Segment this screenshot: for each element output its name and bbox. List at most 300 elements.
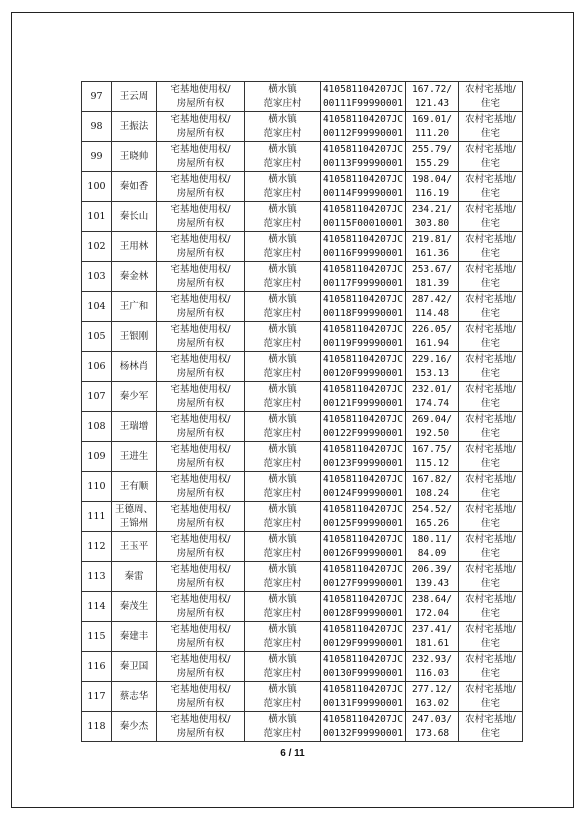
- cell-right-type-line: 房屋所有权: [176, 637, 225, 649]
- cell-usage-line: 住宅: [480, 697, 500, 709]
- cell-area: [406, 712, 459, 742]
- cell-location-line: 范家庄村: [263, 127, 302, 139]
- cell-right-type-line: 房屋所有权: [176, 97, 225, 109]
- cell-owner-name: [112, 442, 157, 472]
- cell-usage-line: 住宅: [480, 187, 500, 199]
- cell-area-line: 253.67/: [411, 263, 453, 275]
- cell-area-line: 161.94: [414, 337, 450, 349]
- cell-usage-line: 农村宅基地/: [465, 263, 516, 275]
- cell-unit-code-line: 410581104207JC: [322, 353, 404, 365]
- cell-owner-name: [112, 472, 157, 502]
- cell-area: [406, 622, 459, 652]
- cell-location-line: 范家庄村: [263, 217, 302, 229]
- cell-owner-name: [112, 322, 157, 352]
- cell-number: 118: [82, 712, 112, 742]
- cell-location: [245, 442, 321, 472]
- cell-right-type: [157, 322, 245, 352]
- cell-usage-line: 农村宅基地/: [465, 293, 516, 305]
- cell-area-line: 198.04/: [411, 173, 453, 185]
- cell-right-type-line: 宅基地使用权/: [170, 113, 231, 125]
- cell-location: [245, 712, 321, 742]
- cell-right-type: [157, 532, 245, 562]
- cell-right-type: [157, 412, 245, 442]
- cell-right-type: [157, 562, 245, 592]
- cell-area-line: 226.05/: [411, 323, 453, 335]
- cell-unit-code-line: 00115F00010001: [322, 217, 404, 229]
- cell-area-line: 121.43: [414, 97, 450, 109]
- cell-unit-code-line: 00119F99990001: [322, 337, 404, 349]
- cell-owner-name: [112, 502, 157, 532]
- cell-right-type: [157, 112, 245, 142]
- cell-right-type: [157, 292, 245, 322]
- cell-right-type-line: 宅基地使用权/: [170, 293, 231, 305]
- table-row: [82, 112, 523, 142]
- cell-right-type-line: 房屋所有权: [176, 487, 225, 499]
- cell-unit-code: [321, 532, 406, 562]
- cell-right-type-line: 房屋所有权: [176, 697, 225, 709]
- cell-usage-line: 农村宅基地/: [465, 233, 516, 245]
- cell-right-type-line: 宅基地使用权/: [170, 623, 231, 635]
- table-row: [82, 442, 523, 472]
- cell-right-type: [157, 622, 245, 652]
- cell-owner-name-line: 王云周: [119, 90, 149, 102]
- cell-unit-code-line: 410581104207JC: [322, 383, 404, 395]
- cell-area-line: 229.16/: [411, 353, 453, 365]
- cell-unit-code-line: 00116F99990001: [322, 247, 404, 259]
- table-row: [82, 262, 523, 292]
- cell-location-line: 横水镇: [268, 623, 297, 635]
- cell-owner-name-line: 蔡志华: [119, 690, 149, 702]
- cell-right-type-line: 房屋所有权: [176, 127, 225, 139]
- cell-area: [406, 172, 459, 202]
- cell-location: [245, 592, 321, 622]
- cell-usage-line: 住宅: [480, 517, 500, 529]
- table-row: [82, 532, 523, 562]
- cell-area: [406, 412, 459, 442]
- cell-area-line: 116.03: [414, 667, 450, 679]
- cell-usage-line: 农村宅基地/: [465, 413, 516, 425]
- table-row: [82, 202, 523, 232]
- cell-unit-code-line: 00132F99990001: [322, 727, 404, 739]
- cell-location-line: 横水镇: [268, 443, 297, 455]
- cell-area: [406, 592, 459, 622]
- cell-location-line: 范家庄村: [263, 247, 302, 259]
- cell-location-line: 横水镇: [268, 653, 297, 665]
- cell-location: [245, 352, 321, 382]
- cell-location-line: 范家庄村: [263, 607, 302, 619]
- cell-usage-line: 农村宅基地/: [465, 593, 516, 605]
- table-row: [82, 622, 523, 652]
- cell-right-type-line: 房屋所有权: [176, 667, 225, 679]
- cell-right-type-line: 房屋所有权: [176, 547, 225, 559]
- cell-area-line: 234.21/: [411, 203, 453, 215]
- cell-owner-name-line: 秦长山: [119, 210, 149, 222]
- cell-right-type: [157, 502, 245, 532]
- cell-owner-name: [112, 202, 157, 232]
- cell-location-line: 范家庄村: [263, 547, 302, 559]
- cell-right-type-line: 房屋所有权: [176, 577, 225, 589]
- cell-owner-name-line: 王振法: [119, 120, 149, 132]
- cell-right-type-line: 房屋所有权: [176, 157, 225, 169]
- cell-number: 106: [82, 352, 112, 382]
- cell-location-line: 横水镇: [268, 593, 297, 605]
- cell-area: [406, 442, 459, 472]
- cell-right-type-line: 宅基地使用权/: [170, 563, 231, 575]
- cell-right-type: [157, 592, 245, 622]
- cell-unit-code-line: 00126F99990001: [322, 547, 404, 559]
- cell-right-type-line: 宅基地使用权/: [170, 413, 231, 425]
- cell-usage-line: 农村宅基地/: [465, 683, 516, 695]
- cell-right-type-line: 宅基地使用权/: [170, 233, 231, 245]
- table-row: [82, 682, 523, 712]
- cell-location: [245, 112, 321, 142]
- cell-usage: [459, 202, 523, 232]
- cell-right-type-line: 宅基地使用权/: [170, 323, 231, 335]
- table-row: [82, 142, 523, 172]
- cell-number: 117: [82, 682, 112, 712]
- cell-location-line: 范家庄村: [263, 157, 302, 169]
- cell-owner-name: [112, 82, 157, 112]
- cell-usage: [459, 382, 523, 412]
- cell-area: [406, 352, 459, 382]
- cell-location-line: 横水镇: [268, 263, 297, 275]
- cell-location: [245, 322, 321, 352]
- cell-right-type-line: 宅基地使用权/: [170, 713, 231, 725]
- table-row: [82, 412, 523, 442]
- cell-unit-code: [321, 712, 406, 742]
- cell-usage: [459, 622, 523, 652]
- cell-right-type-line: 房屋所有权: [176, 307, 225, 319]
- cell-owner-name: [112, 712, 157, 742]
- cell-right-type: [157, 82, 245, 112]
- table-row: [82, 292, 523, 322]
- cell-owner-name-line: 秦雷: [124, 570, 144, 582]
- cell-usage-line: 住宅: [480, 727, 500, 739]
- cell-usage-line: 农村宅基地/: [465, 383, 516, 395]
- cell-right-type: [157, 442, 245, 472]
- cell-usage-line: 农村宅基地/: [465, 503, 516, 515]
- cell-usage: [459, 532, 523, 562]
- cell-unit-code: [321, 412, 406, 442]
- cell-location-line: 横水镇: [268, 563, 297, 575]
- cell-number: 102: [82, 232, 112, 262]
- table-row: [82, 82, 523, 112]
- cell-area-line: 181.61: [414, 637, 450, 649]
- cell-unit-code-line: 410581104207JC: [322, 713, 404, 725]
- cell-usage-line: 农村宅基地/: [465, 323, 516, 335]
- cell-location: [245, 472, 321, 502]
- cell-unit-code-line: 00123F99990001: [322, 457, 404, 469]
- cell-right-type-line: 宅基地使用权/: [170, 263, 231, 275]
- cell-owner-name: [112, 262, 157, 292]
- cell-right-type-line: 宅基地使用权/: [170, 383, 231, 395]
- cell-area-line: 277.12/: [411, 683, 453, 695]
- cell-unit-code: [321, 292, 406, 322]
- cell-location-line: 范家庄村: [263, 727, 302, 739]
- cell-location: [245, 412, 321, 442]
- cell-number: 114: [82, 592, 112, 622]
- cell-area-line: 180.11/: [411, 533, 453, 545]
- cell-unit-code-line: 410581104207JC: [322, 143, 404, 155]
- cell-unit-code: [321, 562, 406, 592]
- cell-area: [406, 682, 459, 712]
- cell-usage-line: 农村宅基地/: [465, 623, 516, 635]
- cell-area: [406, 472, 459, 502]
- cell-unit-code-line: 00127F99990001: [322, 577, 404, 589]
- cell-right-type-line: 宅基地使用权/: [170, 683, 231, 695]
- cell-owner-name-line: 王瑞增: [119, 420, 149, 432]
- cell-usage-line: 住宅: [480, 307, 500, 319]
- cell-owner-name: [112, 142, 157, 172]
- cell-owner-name: [112, 622, 157, 652]
- cell-usage: [459, 142, 523, 172]
- cell-location-line: 范家庄村: [263, 367, 302, 379]
- cell-usage-line: 住宅: [480, 217, 500, 229]
- cell-usage-line: 住宅: [480, 637, 500, 649]
- table-row: [82, 562, 523, 592]
- cell-usage-line: 住宅: [480, 247, 500, 259]
- cell-right-type: [157, 652, 245, 682]
- cell-location-line: 横水镇: [268, 143, 297, 155]
- cell-right-type-line: 宅基地使用权/: [170, 173, 231, 185]
- cell-location-line: 范家庄村: [263, 457, 302, 469]
- cell-usage-line: 住宅: [480, 367, 500, 379]
- cell-unit-code: [321, 142, 406, 172]
- cell-location-line: 范家庄村: [263, 517, 302, 529]
- cell-usage: [459, 712, 523, 742]
- cell-location-line: 范家庄村: [263, 307, 302, 319]
- cell-usage: [459, 682, 523, 712]
- cell-location: [245, 682, 321, 712]
- cell-area: [406, 502, 459, 532]
- cell-usage: [459, 352, 523, 382]
- cell-location-line: 横水镇: [268, 233, 297, 245]
- cell-unit-code-line: 410581104207JC: [322, 563, 404, 575]
- cell-unit-code-line: 00125F99990001: [322, 517, 404, 529]
- cell-area: [406, 112, 459, 142]
- cell-usage: [459, 562, 523, 592]
- cell-location-line: 横水镇: [268, 503, 297, 515]
- cell-unit-code-line: 410581104207JC: [322, 233, 404, 245]
- cell-area-line: 181.39: [414, 277, 450, 289]
- cell-area-line: 254.52/: [411, 503, 453, 515]
- cell-usage-line: 住宅: [480, 427, 500, 439]
- cell-location-line: 横水镇: [268, 323, 297, 335]
- cell-location-line: 范家庄村: [263, 487, 302, 499]
- cell-usage-line: 农村宅基地/: [465, 443, 516, 455]
- cell-usage-line: 农村宅基地/: [465, 353, 516, 365]
- cell-area-line: 174.74: [414, 397, 450, 409]
- table-row: [82, 712, 523, 742]
- cell-number: 98: [82, 112, 112, 142]
- cell-owner-name-line: 王晓帅: [119, 150, 149, 162]
- cell-number: 108: [82, 412, 112, 442]
- cell-unit-code: [321, 262, 406, 292]
- cell-owner-name: [112, 292, 157, 322]
- cell-unit-code: [321, 502, 406, 532]
- cell-area: [406, 262, 459, 292]
- cell-number: 104: [82, 292, 112, 322]
- cell-area: [406, 82, 459, 112]
- cell-number: 103: [82, 262, 112, 292]
- cell-number: 116: [82, 652, 112, 682]
- cell-unit-code-line: 00128F99990001: [322, 607, 404, 619]
- cell-right-type: [157, 682, 245, 712]
- cell-location-line: 范家庄村: [263, 187, 302, 199]
- cell-location-line: 范家庄村: [263, 337, 302, 349]
- cell-unit-code-line: 410581104207JC: [322, 203, 404, 215]
- cell-right-type-line: 房屋所有权: [176, 367, 225, 379]
- cell-location: [245, 232, 321, 262]
- cell-number: 97: [82, 82, 112, 112]
- cell-owner-name: [112, 562, 157, 592]
- cell-location: [245, 202, 321, 232]
- table-row: [82, 652, 523, 682]
- cell-right-type-line: 宅基地使用权/: [170, 203, 231, 215]
- cell-number: 110: [82, 472, 112, 502]
- cell-location: [245, 142, 321, 172]
- cell-usage: [459, 412, 523, 442]
- cell-owner-name: [112, 532, 157, 562]
- cell-area: [406, 202, 459, 232]
- cell-location-line: 范家庄村: [263, 667, 302, 679]
- cell-unit-code-line: 410581104207JC: [322, 683, 404, 695]
- cell-number: 107: [82, 382, 112, 412]
- cell-area-line: 232.01/: [411, 383, 453, 395]
- cell-unit-code: [321, 112, 406, 142]
- cell-usage: [459, 652, 523, 682]
- cell-usage-line: 农村宅基地/: [465, 113, 516, 125]
- cell-area-line: 167.75/: [411, 443, 453, 455]
- cell-number: 100: [82, 172, 112, 202]
- records-table: [81, 81, 523, 742]
- cell-area-line: 108.24: [414, 487, 450, 499]
- cell-usage-line: 住宅: [480, 277, 500, 289]
- cell-usage-line: 住宅: [480, 607, 500, 619]
- cell-area-line: 287.42/: [411, 293, 453, 305]
- cell-owner-name-line: 秦金林: [119, 270, 149, 282]
- cell-unit-code-line: 410581104207JC: [322, 473, 404, 485]
- cell-area-line: 206.39/: [411, 563, 453, 575]
- cell-location-line: 范家庄村: [263, 427, 302, 439]
- cell-right-type-line: 宅基地使用权/: [170, 143, 231, 155]
- cell-unit-code-line: 410581104207JC: [322, 83, 404, 95]
- cell-unit-code-line: 00129F99990001: [322, 637, 404, 649]
- table-row: [82, 232, 523, 262]
- cell-unit-code-line: 410581104207JC: [322, 593, 404, 605]
- cell-area: [406, 562, 459, 592]
- cell-usage: [459, 592, 523, 622]
- cell-right-type-line: 房屋所有权: [176, 517, 225, 529]
- cell-area-line: 161.36: [414, 247, 450, 259]
- cell-right-type-line: 房屋所有权: [176, 217, 225, 229]
- table-row: [82, 472, 523, 502]
- cell-location-line: 横水镇: [268, 113, 297, 125]
- cell-location-line: 横水镇: [268, 413, 297, 425]
- cell-unit-code-line: 410581104207JC: [322, 653, 404, 665]
- cell-right-type: [157, 142, 245, 172]
- cell-usage: [459, 472, 523, 502]
- cell-right-type-line: 宅基地使用权/: [170, 503, 231, 515]
- cell-number: 99: [82, 142, 112, 172]
- cell-unit-code-line: 410581104207JC: [322, 323, 404, 335]
- cell-location-line: 横水镇: [268, 173, 297, 185]
- cell-right-type-line: 宅基地使用权/: [170, 593, 231, 605]
- cell-unit-code: [321, 82, 406, 112]
- cell-right-type-line: 房屋所有权: [176, 607, 225, 619]
- cell-usage-line: 农村宅基地/: [465, 713, 516, 725]
- cell-right-type-line: 房屋所有权: [176, 247, 225, 259]
- cell-owner-name-line: 王有顺: [119, 480, 149, 492]
- cell-unit-code-line: 00121F99990001: [322, 397, 404, 409]
- cell-unit-code-line: 00130F99990001: [322, 667, 404, 679]
- cell-unit-code-line: 00113F99990001: [322, 157, 404, 169]
- cell-area-line: 155.29: [414, 157, 450, 169]
- table-row: [82, 352, 523, 382]
- cell-location: [245, 172, 321, 202]
- cell-right-type: [157, 472, 245, 502]
- table-row: [82, 322, 523, 352]
- cell-usage-line: 住宅: [480, 457, 500, 469]
- cell-owner-name-line: 王锦州: [119, 517, 149, 529]
- table-row: [82, 502, 523, 532]
- cell-usage-line: 农村宅基地/: [465, 143, 516, 155]
- cell-location-line: 范家庄村: [263, 277, 302, 289]
- cell-area-line: 153.13: [414, 367, 450, 379]
- cell-area-line: 172.04: [414, 607, 450, 619]
- cell-area-line: 167.82/: [411, 473, 453, 485]
- cell-area-line: 116.19: [414, 187, 450, 199]
- cell-unit-code: [321, 472, 406, 502]
- cell-owner-name-line: 杨林肖: [119, 360, 149, 372]
- cell-area: [406, 322, 459, 352]
- cell-unit-code-line: 00122F99990001: [322, 427, 404, 439]
- cell-right-type: [157, 202, 245, 232]
- cell-right-type-line: 宅基地使用权/: [170, 83, 231, 95]
- cell-usage: [459, 262, 523, 292]
- cell-area-line: 247.03/: [411, 713, 453, 725]
- cell-usage-line: 住宅: [480, 577, 500, 589]
- cell-number: 113: [82, 562, 112, 592]
- cell-unit-code: [321, 202, 406, 232]
- records-table-body: [82, 82, 523, 742]
- cell-owner-name: [112, 382, 157, 412]
- cell-unit-code: [321, 442, 406, 472]
- cell-right-type-line: 房屋所有权: [176, 457, 225, 469]
- cell-location: [245, 382, 321, 412]
- cell-location-line: 范家庄村: [263, 97, 302, 109]
- cell-owner-name-line: 秦如香: [119, 180, 149, 192]
- cell-number: 115: [82, 622, 112, 652]
- cell-owner-name-line: 王用林: [119, 240, 149, 252]
- cell-usage: [459, 442, 523, 472]
- cell-owner-name-line: 秦茂生: [119, 600, 149, 612]
- page-number: 6 / 11: [280, 748, 305, 759]
- cell-location-line: 范家庄村: [263, 397, 302, 409]
- cell-right-type-line: 房屋所有权: [176, 337, 225, 349]
- cell-area-line: 165.26: [414, 517, 450, 529]
- cell-unit-code-line: 00112F99990001: [322, 127, 404, 139]
- table-row: [82, 172, 523, 202]
- cell-area-line: 173.68: [414, 727, 450, 739]
- cell-usage: [459, 112, 523, 142]
- cell-right-type-line: 宅基地使用权/: [170, 473, 231, 485]
- cell-right-type-line: 宅基地使用权/: [170, 653, 231, 665]
- cell-unit-code-line: 00117F99990001: [322, 277, 404, 289]
- cell-area: [406, 142, 459, 172]
- cell-unit-code-line: 410581104207JC: [322, 173, 404, 185]
- cell-right-type: [157, 232, 245, 262]
